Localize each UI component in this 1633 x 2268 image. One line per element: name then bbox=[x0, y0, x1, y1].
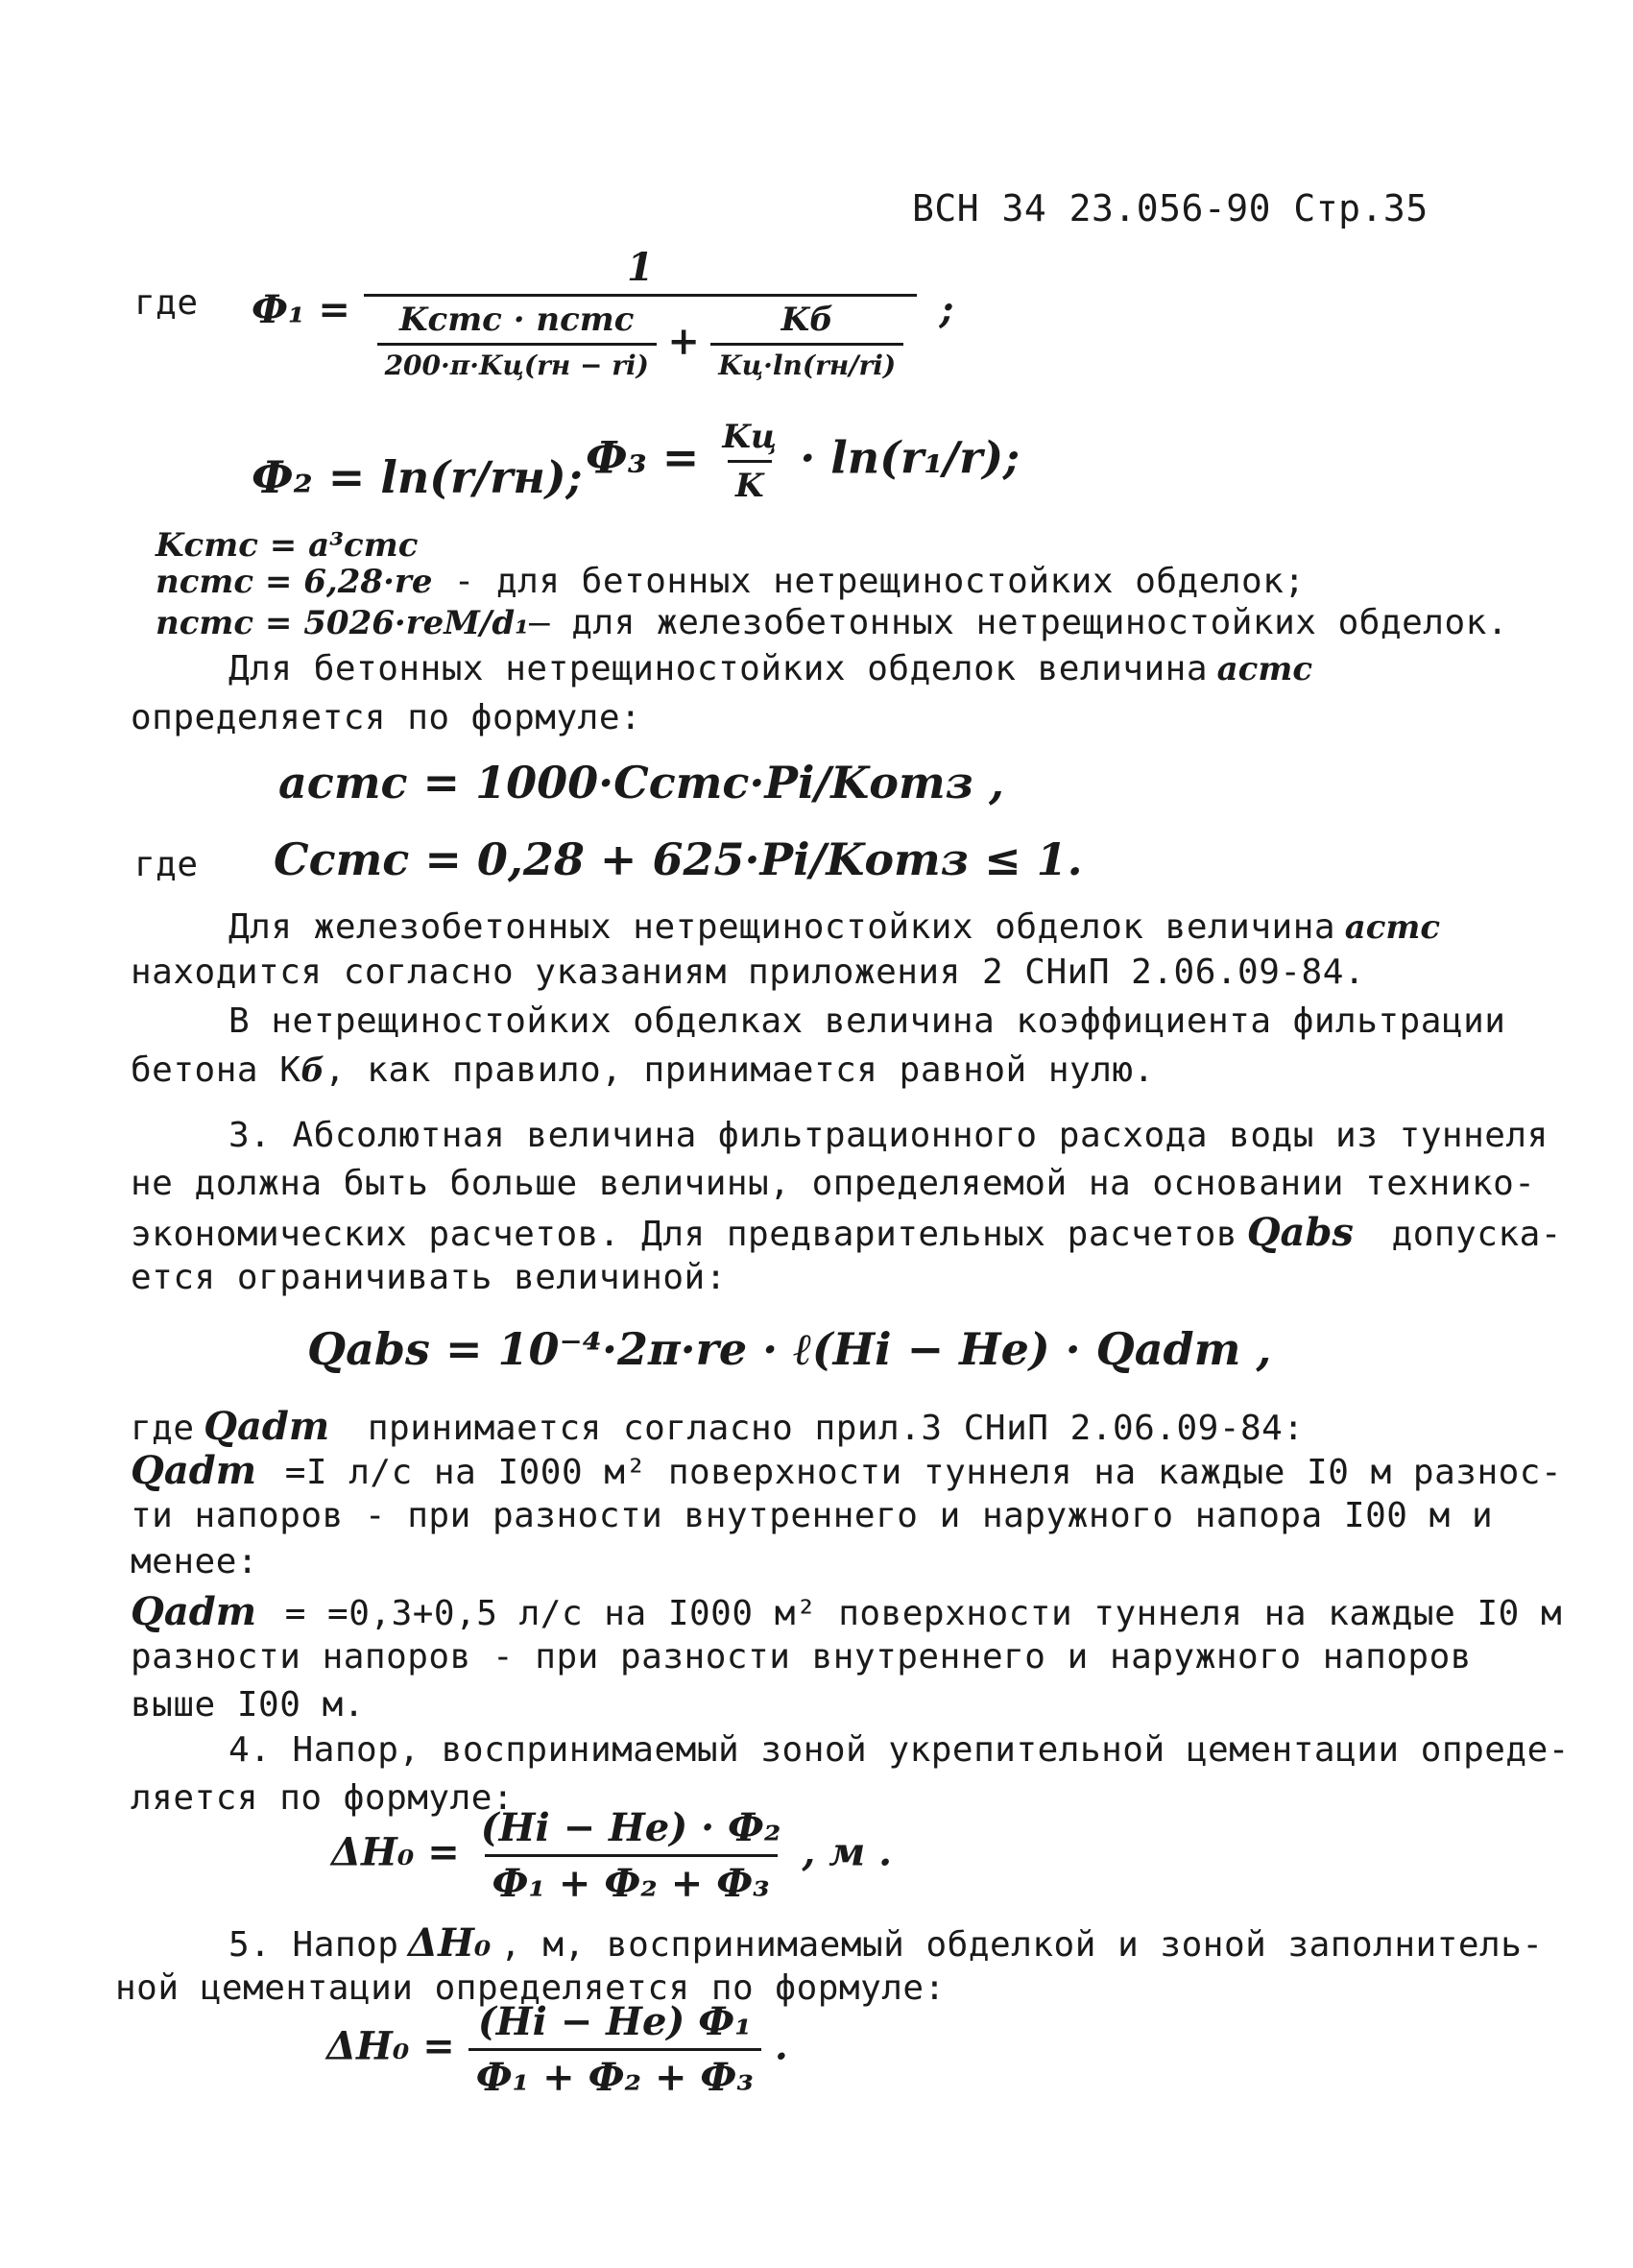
para5-line4: менее: bbox=[131, 1542, 259, 1581]
para4-line3: экономических расчетов. Для предварительных расчетов Qabs допуска- bbox=[131, 1210, 1562, 1255]
para3-line2: бетона Кб, как правило, принимается равной нулю. bbox=[131, 1050, 1155, 1090]
para5-line3: ти напоров - при разности внутреннего и наружного напора I00 м и bbox=[131, 1496, 1494, 1535]
q-abs-formula: Qabs = 10⁻⁴·2π·re · ℓ(Hi − He) · Qadm , bbox=[307, 1323, 1272, 1375]
where-label: где bbox=[134, 283, 199, 323]
para2-line2: находится согласно указаниям приложения 2 СНиП 2.06.09-84. bbox=[131, 953, 1366, 992]
phi3-formula: Ф₃ = $\frac{Kц}{K}$ · ln(r₁/r); bbox=[586, 418, 1021, 505]
c-ctc-formula: Cстс = 0,28 + 625·Pi/Kотз ≤ 1. bbox=[274, 833, 1083, 885]
para1-line2: определяется по формуле: bbox=[131, 698, 642, 737]
para5-line6: разности напоров - при разности внутреннего и наружного напоров bbox=[131, 1637, 1472, 1677]
page-header: ВСН 34 23.056-90 Стр.35 bbox=[912, 187, 1429, 229]
para4-line1: 3. Абсолютная величина фильтрационного расхода воды из туннеля bbox=[228, 1116, 1549, 1155]
para7-line1: 5. Напор ΔH₀ , м, воспринимаемый обделкой и зоной заполнитель- bbox=[228, 1920, 1544, 1966]
para3-line1: В нетрещиностойких обделках величина коэффициента фильтрации bbox=[228, 1001, 1506, 1041]
def-n-ctc-2: nстс = 5026·reM/d₁– для железобетонных нетрещиностойких обделок. bbox=[156, 603, 1508, 642]
para5-line5: Qadm = =0,3+0,5 л/с на I000 м² поверхности туннеля на каждые I0 м bbox=[131, 1589, 1563, 1634]
para6-line2: ляется по формуле: bbox=[131, 1778, 515, 1818]
phi1-formula: Ф₁ = 1 $\frac{\text{Kстс · nстс}}{200\cdot\pi\cdot Kц(rн - ri)}$ + $\frac{Kб}{Kц\cdot\ln(rн/ri)}$ ; bbox=[252, 245, 954, 381]
delta-h0-formula-1: ΔH₀ = $\frac{\text{(Hi − He) · Ф₂}}{\text{Ф₁ + Ф₂ + Ф₃}}$ , м . bbox=[331, 1805, 893, 1906]
para4-line4: ется ограничивать величиной: bbox=[131, 1258, 727, 1297]
para1-line1: Для бетонных нетрещиностойких обделок величина aстс bbox=[228, 649, 1313, 688]
where-label-2: где bbox=[134, 845, 199, 884]
delta-h0-formula-2: ΔH₀ = $\frac{\text{(Hi − He) Ф₁}}{\text{Ф₁ + Ф₂ + Ф₃}}$ . bbox=[326, 1999, 788, 2100]
def-n-ctc-1: nстс = 6,28·re - для бетонных нетрещиностойких обделок; bbox=[156, 562, 1306, 601]
para4-line2: не должна быть больше величины, определяемой на основании технико- bbox=[131, 1164, 1536, 1203]
para2-line1: Для железобетонных нетрещиностойких обделок величина aстс bbox=[228, 907, 1441, 947]
para7-line2: ной цементации определяется по формуле: bbox=[115, 1968, 946, 2008]
para6-line1: 4. Напор, воспринимаемый зоной укрепительной цементации опреде- bbox=[228, 1730, 1570, 1770]
phi2-formula: Ф₂ = ln(r/rн); bbox=[252, 451, 583, 503]
para5-line7: выше I00 м. bbox=[131, 1685, 365, 1725]
def-k-ctc: Kстс = a³стс bbox=[156, 526, 419, 565]
a-ctc-formula: aстс = 1000·Cстс·Pi/Kотз , bbox=[278, 757, 1005, 808]
para5-line1: где Qadm принимается согласно прил.3 СНиП 2.06.09-84: bbox=[131, 1404, 1305, 1449]
para5-line2: Qadm =I л/с на I000 м² поверхности туннеля на каждые I0 м разнос- bbox=[131, 1448, 1563, 1493]
